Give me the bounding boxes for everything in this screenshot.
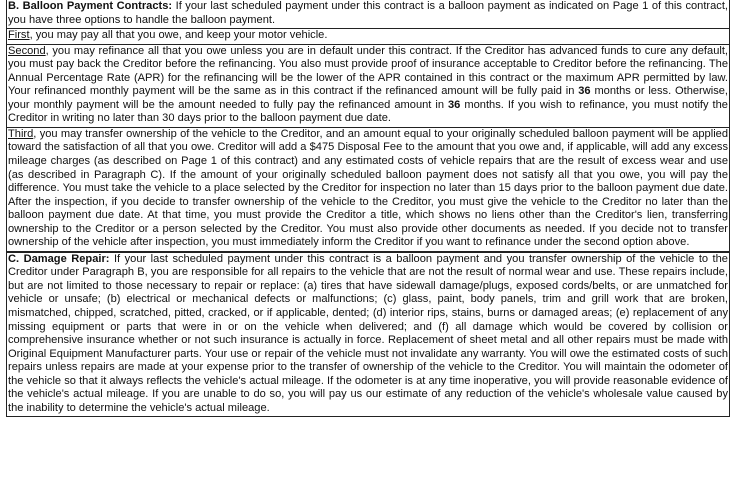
refinance-months-2: 36 — [448, 98, 461, 111]
section-b-balloon-payment — [6, 0, 730, 252]
second-option-text-b: months or less. Otherwise, your monthly payment will be the amount needed to fully pay the refinanced amount in — [8, 85, 729, 111]
first-option-text: , you may pay all that you owe, and keep your motor vehicle. — [29, 29, 328, 42]
first-option-label: First — [8, 29, 30, 42]
third-option-paragraph — [8, 128, 728, 250]
section-c-paragraph — [8, 253, 728, 416]
second-option-paragraph — [8, 45, 728, 126]
section-b-heading: B. Balloon Payment Contracts: — [8, 0, 173, 12]
second-option-text-a: , you may refinance all that you owe unless you are in default under this contract. If the Creditor has advanced funds to cure any default, you must pay back the Creditor before the refinancing. You also must provide proof of insurance acceptable to Creditor before the refinancing. The Annual Percentage Rate (APR) for the refinancing will be the lower of the APR contained in this contract or the maximum APR permitted by law. Your refinanced monthly payment will be the same as in this contract if the refinanced amount will be fully paid in — [8, 44, 728, 98]
first-option-paragraph — [8, 29, 728, 43]
third-option-label: Third — [8, 127, 34, 140]
refinance-months-1: 36 — [578, 85, 591, 98]
third-option-text: , you may transfer ownership of the vehicle to the Creditor, and an amount equal to your originally scheduled balloon payment will be applied toward the satisfaction of all that you owe. Creditor will add a $475 Disposal Fee to the amount that you owe and, if applicable, will add any excess mileage charges (as described on Page 1 of this contract) and any estimated costs of vehicle repairs that are the result of excess wear and use (as described in Paragraph C). If the amount of your originally scheduled balloon payment does not satisfy all that you owe, you will pay the difference. You must take the vehicle to a place selected by the Creditor for inspection no later than 15 days prior to the balloon payment due date. After the inspection, if you decide to transfer ownership of the vehicle to the Creditor, you must give the vehicle to the Creditor no later than the balloon payment due date. At that time, you must provide the Creditor a title, which shows no liens other than the Creditor's lien, transferring ownership to the Creditor or a person selected by the Creditor. You must also provide other documents as needed. If you decide not to transfer ownership of the vehicle after inspection, you must immediately inform the Creditor if you want to refinance under the second option above. — [8, 127, 728, 249]
section-c-text: If your last scheduled payment under this contract is a balloon payment and you transfer ownership of the vehicle to the Creditor under Paragraph B, you are responsible for all repairs to the vehicle that are not the result of normal wear and use. These repairs include, but are not limited to those necessary to repair or replace: (a) tires that have sidewall damage/plugs, exposed cords/belts, or are unmatched for vehicle or unsafe; (b) electrical or mechanical defects or malfunctions; (c) glass, paint, body panels, trim and grill work that are broken, mismatched, chipped, scratched, pitted, cracked, or if applicable, dented; (d) interior rips, stains, burns or damaged areas; (e) replacement of any missing equipment or parts that were in or on the vehicle when delivered; and (f) all damage which would be covered by collision or comprehensive insurance whether or not such insurance is actually in force. Replacement of sheet metal and all other repairs must be made with Original Equipment Manufacturer parts. Your use or repair of the vehicle must not invalidate any warranty. You will owe the estimated costs of such repairs unless repairs are made at your expense prior to the transfer of ownership of the vehicle to the Creditor. You will maintain the odometer of the vehicle so that it always reflects the vehicle's actual mileage. If the odometer is at any time inoperative, you will provide reasonable evidence of the vehicle's actual mileage. If you are unable to do so, you will pay us our estimate of any reduction of the vehicle's wholesale value caused by the inability to determine the vehicle's actual mileage. — [8, 252, 728, 414]
section-c-heading: C. Damage Repair: — [8, 252, 110, 265]
section-b-intro-text: If your last scheduled payment under this contract is a balloon payment as indicated on Page 1 of this contract, you have three options to handle the balloon payment. — [8, 0, 728, 26]
second-option-text-c: months. If you wish to refinance, you must notify the Creditor in writing no later than 30 days prior to the balloon payment due date. — [8, 98, 728, 125]
second-option-label: Second — [8, 44, 46, 57]
section-b-intro-paragraph — [8, 0, 728, 27]
section-c-damage-repair — [6, 252, 730, 418]
